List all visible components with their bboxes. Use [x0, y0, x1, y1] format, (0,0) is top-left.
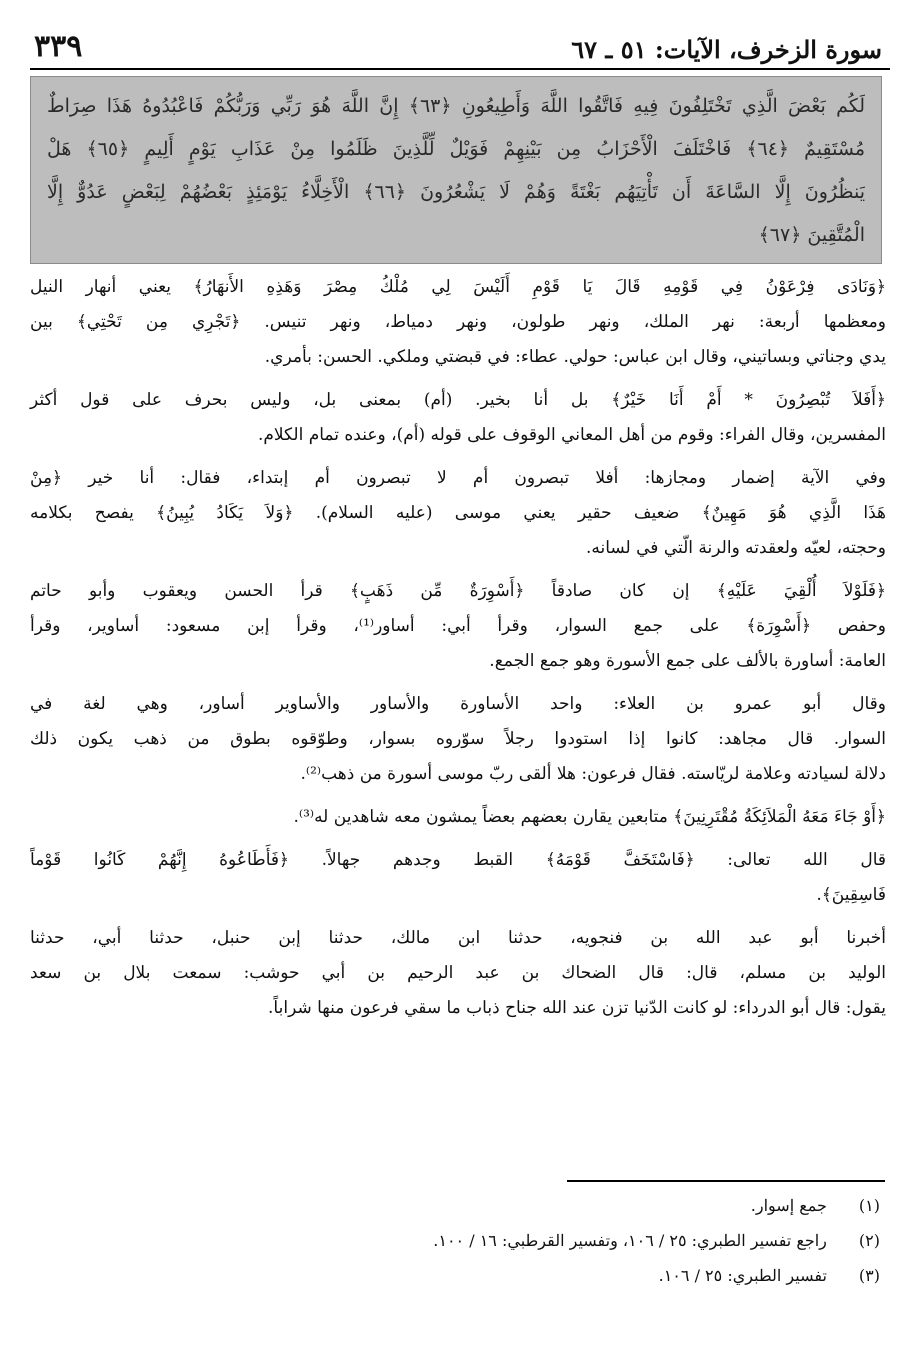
text-line: ﴿فَلَوْلاَ أُلْقِيَ عَلَيْهِ﴾ إن كان صادقاً ﴿أَسْوِرَةٌ مِّن ذَهَبٍ﴾ قرأ الحسن ويعقوب وأبو حاتم	[30, 581, 886, 601]
text-line: الوليد بن مسلم، قال: قال الضحاك بن عبد الرحيم بن أبي حوشب: سمعت بلال بن سعد	[30, 963, 886, 983]
text-line: ومعظمها أربعة: نهر الملك، ونهر طولون، ونهر دمياط، ونهر تنيس. ﴿تَجْرِي مِن تَحْتِي﴾ بين	[30, 312, 886, 332]
text-line: يدي وجناتي وبساتيني، وقال ابن عباس: حولي. عطاء: في قبضتي وملكي. الحسن: بأمري.	[264, 347, 886, 367]
paragraph	[30, 800, 886, 835]
footnote-text: جمع إسوار.	[750, 1196, 827, 1215]
quran-line: الْمُتَّقِينَ ﴿٦٧﴾	[758, 224, 865, 246]
paragraph	[30, 921, 886, 1026]
text-line: دلالة لسيادته وعلامة لريّاسته. فقال فرعون: هلا ألقى ربّ موسى أسورة من ذهب⁽²⁾.	[300, 764, 886, 784]
footnote-mark: (٣)	[858, 1266, 880, 1285]
text-line: ﴿وَنَادَى فِرْعَوْنُ فِي قَوْمِهِ قَالَ يَا قَوْمِ أَلَيْسَ لِي مُلْكُ مِصْرَ وَهَذِهِ الأَنهَارُ﴾ يعني أنهار النيل	[30, 277, 886, 297]
footnote-text: تفسير الطبري: ٢٥ / ١٠٦.	[658, 1266, 827, 1285]
paragraph	[30, 461, 886, 566]
footnote-separator	[567, 1180, 885, 1182]
footnote-text: راجع تفسير الطبري: ٢٥ / ١٠٦، وتفسير القرطبي: ١٦ / ١٠٠.	[433, 1231, 827, 1250]
footnote	[30, 1223, 886, 1258]
text-line: قال الله تعالى: ﴿فَاسْتَخَفَّ قَوْمَهُ﴾ القبط وجدهم جهالاً. ﴿فَأَطَاعُوهُ إِنَّهُمْ كَانُوا قَوْماً	[30, 850, 886, 870]
text-line: يقول: قال أبو الدرداء: لو كانت الدّنيا تزن عند الله جناح ذباب ما سقي فرعون منها شراباً.	[268, 998, 886, 1018]
running-head: سورة الزخرف، الآيات: ٥١ ـ ٦٧	[571, 35, 882, 64]
text-line: وحفص ﴿أَسْوِرَة﴾ على جمع السوار، وقرأ أبي: أساور⁽¹⁾، وقرأ إبن مسعود: أساوير، وقرأ	[30, 616, 887, 636]
commentary-body	[30, 270, 886, 1034]
footnotes	[30, 1188, 886, 1293]
quran-verse-box	[30, 76, 882, 264]
text-line: السوار. قال مجاهد: كانوا إذا استودوا رجلاً سوّروه بسوار، وطوّقوه بطوق من ذهب يكون ذلك	[30, 729, 886, 749]
text-line: هَذَا الَّذِي هُوَ مَهِينٌ﴾ ضعيف حقير يعني موسى (عليه السلام). ﴿وَلاَ يَكَادُ يُبِينُ﴾ يفصح بكلامه	[30, 503, 886, 523]
footnote	[30, 1258, 886, 1293]
text-line: المفسرين، وقال الفراء: وقوم من أهل المعاني الوقوف على قوله (أم)، وعنده تمام الكلام.	[257, 425, 886, 445]
footnote-mark: (٢)	[858, 1231, 880, 1250]
footnote-mark: (١)	[858, 1196, 880, 1215]
paragraph	[30, 383, 886, 453]
quran-line: لَكُم بَعْضَ الَّذِي تَخْتَلِفُونَ فِيهِ فَاتَّقُوا اللَّهَ وَأَطِيعُونِ ﴿٦٣﴾ إِنَّ اللَّهَ هُوَ رَبِّي وَرَبُّكُمْ فَاعْبُدُوهُ هَذَا صِرَاطٌ	[47, 95, 865, 117]
text-line: ﴿أَفَلاَ تُبْصِرُونَ * أَمْ أَنَا خَيْرٌ﴾ بل أنا بخير. (أم) بمعنى بل، وليس بحرف على قول أكثر	[30, 390, 886, 410]
text-line: أخبرنا أبو عبد الله بن فنجويه، حدثنا ابن مالك، حدثنا إبن حنبل، حدثنا أبي، حدثنا	[30, 928, 886, 948]
paragraph	[30, 687, 886, 792]
paragraph	[30, 574, 886, 679]
text-line: العامة: أساورة بالألف على جمع الأسورة وهو جمع الجمع.	[489, 651, 886, 671]
text-line: وحجته، لعيّه ولعقدته والرنة الّتي في لسانه.	[585, 538, 886, 558]
text-line: وقال أبو عمرو بن العلاء: واحد الأساورة والأساور والأساوير أساور، وهي لغة في	[30, 694, 886, 714]
page-header	[30, 22, 890, 70]
paragraph	[30, 270, 886, 375]
footnote	[30, 1188, 886, 1223]
text-line: فَاسِقِينَ﴾.	[816, 885, 886, 905]
paragraph	[30, 843, 886, 913]
page-number: ٣٣٩	[34, 29, 83, 64]
text-line: ﴿أَوْ جَاءَ مَعَهُ الْمَلاَئِكَةُ مُقْتَرِنِينَ﴾ متابعين يقارن بعضهم بعضاً يمشون معه شاهدين له⁽³⁾.	[293, 807, 886, 827]
text-line: وفي الآية إضمار ومجازها: أفلا تبصرون أم لا تبصرون أم إبتداء، فقال: أنا خير ﴿مِنْ	[30, 468, 886, 488]
quran-line: يَنظُرُونَ إِلَّا السَّاعَةَ أَن تَأْتِيَهُم بَغْتَةً وَهُمْ لَا يَشْعُرُونَ ﴿٦٦﴾ الْأَخِلَّاءُ يَوْمَئِذٍ بَعْضُهُمْ لِبَعْضٍ عَدُوٌّ إِلَّا	[47, 181, 865, 203]
quran-line: مُسْتَقِيمٌ ﴿٦٤﴾ فَاخْتَلَفَ الْأَحْزَابُ مِن بَيْنِهِمْ فَوَيْلٌ لِّلَّذِينَ ظَلَمُوا مِنْ عَذَابِ يَوْمٍ أَلِيمٍ ﴿٦٥﴾ هَلْ	[47, 138, 865, 160]
